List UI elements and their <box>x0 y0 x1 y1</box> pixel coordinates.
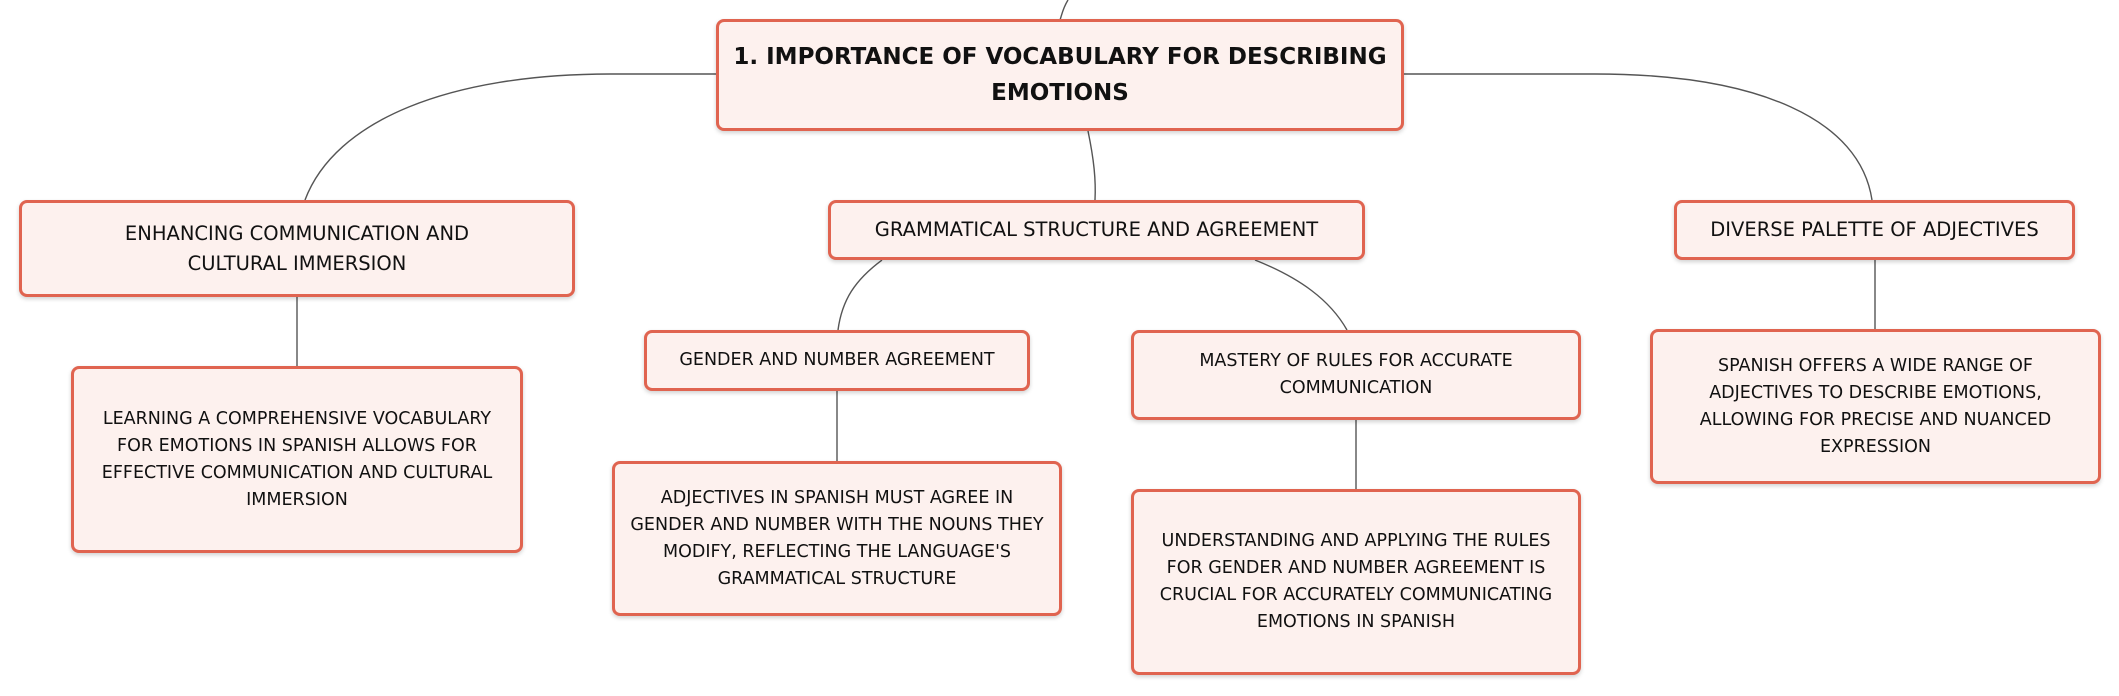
detail-adjectives-text: SPANISH OFFERS A WIDE RANGE OF ADJECTIVES TO DESCRIBE EMOTIONS, ALLOWING FOR PRECISE AND NUANCED EXPRESSION <box>1699 355 2052 457</box>
root-topic-node[interactable] <box>716 19 1404 131</box>
detail-mastery-text: UNDERSTANDING AND APPLYING THE RULES FOR GENDER AND NUMBER AGREEMENT IS CRUCIAL FOR ACCURATELY COMMUNICATING EMOTIONS IN SPANISH <box>1159 531 1553 632</box>
detail-communication-text: LEARNING A COMPREHENSIVE VOCABULARY FOR EMOTIONS IN SPANISH ALLOWS FOR EFFECTIVE COMMUNICATION AND CULTURAL IMMERSION <box>101 408 493 510</box>
branch-grammar-label: GRAMMATICAL STRUCTURE AND AGREEMENT <box>874 218 1319 241</box>
detail-gender-text: ADJECTIVES IN SPANISH MUST AGREE IN GENDER AND NUMBER WITH THE NOUNS THEY MODIFY, REFLECTING THE LANGUAGE'S GRAMMATICAL STRUCTURE <box>630 487 1044 589</box>
detail-mastery-node[interactable] <box>1131 489 1581 675</box>
root-topic-label: 1. IMPORTANCE OF VOCABULARY FOR DESCRIBING EMOTIONS <box>733 44 1387 106</box>
branch-communication-label: ENHANCING COMMUNICATION AND CULTURAL IMMERSION <box>124 221 470 275</box>
detail-communication-node[interactable] <box>71 366 523 553</box>
connector-grammar-to-mastery <box>1255 260 1347 330</box>
detail-adjectives-node[interactable] <box>1650 329 2101 484</box>
sub-mastery-label: MASTERY OF RULES FOR ACCURATE COMMUNICATION <box>1199 351 1513 398</box>
branch-grammar-node[interactable] <box>828 200 1365 260</box>
branch-adjectives-node[interactable] <box>1674 200 2075 260</box>
branch-communication-node[interactable] <box>19 200 575 297</box>
connector-grammar-to-gender <box>838 260 882 330</box>
connector-root-to-grammar <box>1088 131 1095 200</box>
sub-gender-label: GENDER AND NUMBER AGREEMENT <box>679 350 995 370</box>
branch-adjectives-label: DIVERSE PALETTE OF ADJECTIVES <box>1710 218 2039 241</box>
connector-root-to-communication <box>305 74 716 200</box>
sub-gender-node[interactable] <box>644 330 1030 391</box>
sub-mastery-node[interactable] <box>1131 330 1581 420</box>
detail-gender-node[interactable] <box>612 461 1062 616</box>
connector-root-to-adjectives <box>1403 74 1872 200</box>
connector-parent-to-root <box>1060 0 1068 20</box>
